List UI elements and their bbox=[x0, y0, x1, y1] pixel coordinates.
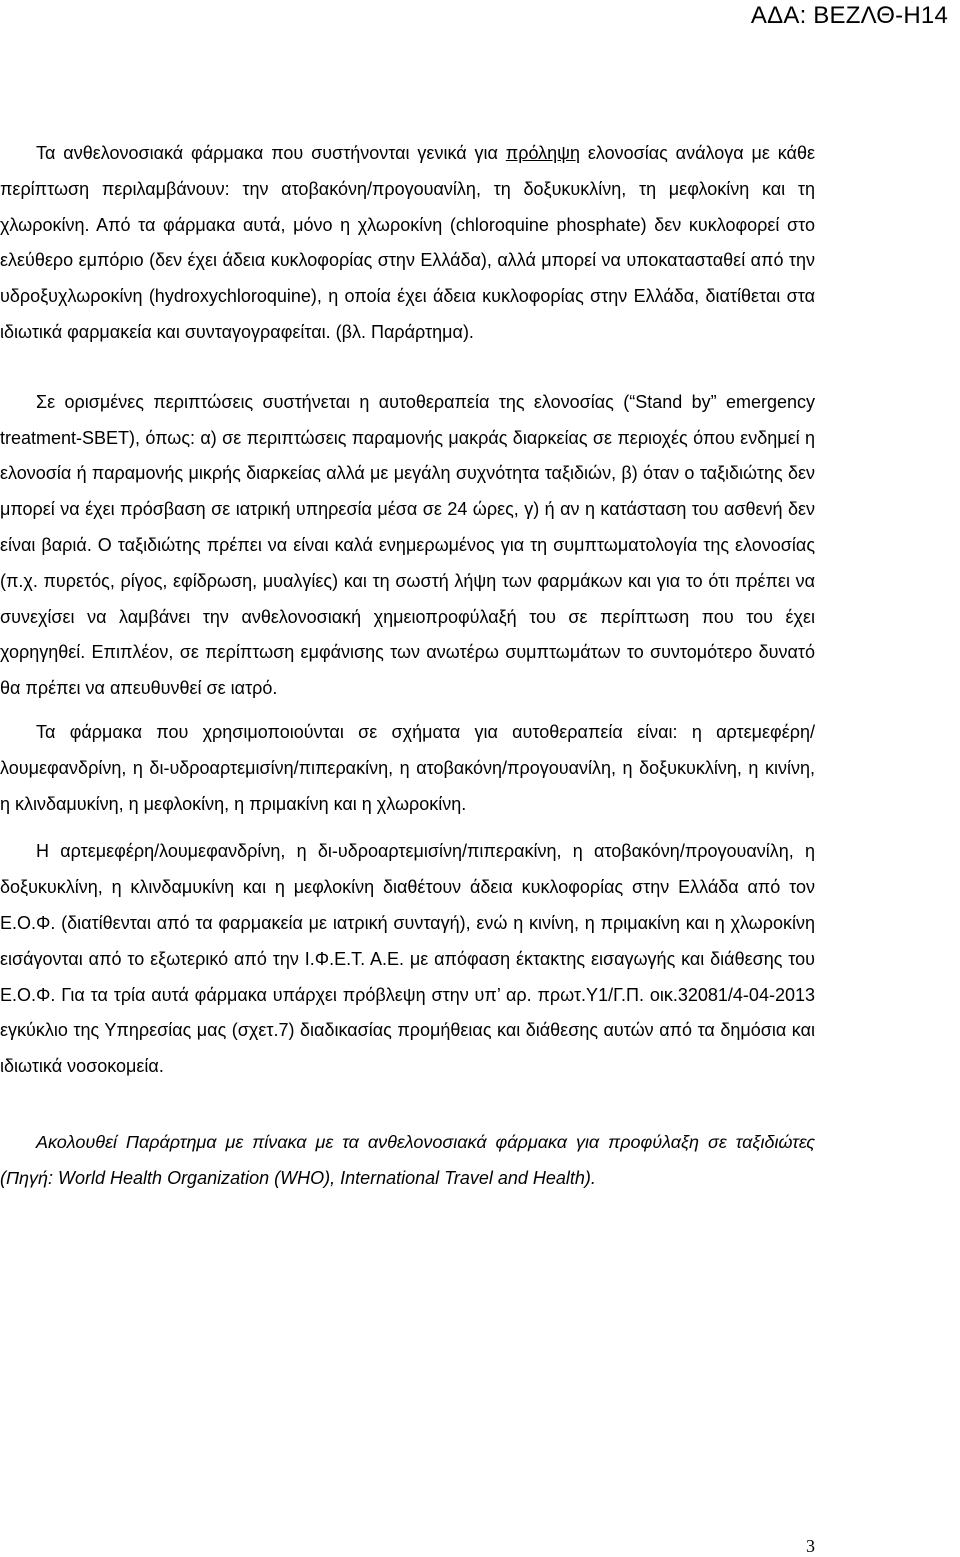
p1-text-before: Τα ανθελονοσιακά φάρμακα που συστήνονται γενικά για bbox=[36, 143, 506, 163]
page-number: 3 bbox=[806, 1536, 815, 1556]
paragraph-prophylaxis bbox=[0, 136, 815, 351]
document-body bbox=[0, 136, 815, 1197]
paragraph-self-treatment: Σε ορισμένες περιπτώσεις συστήνεται η αυτοθεραπεία της ελονοσίας (“Stand by” emergency treatment-SBET), όπως: α) σε περιπτώσεις παραμονής μακράς διαρκείας σε περιοχές όπου ενδημεί η ελονοσία ή παραμονής μικρής διαρκείας αλλά με μεγάλη συχνότητα ταξιδιών, β) όταν ο ταξιδιώτης δεν μπορεί να έχει πρόσβαση σε ιατρική υπηρεσία μέσα σε 24 ώρες, γ) ή αν η κατάσταση του ασθενή δεν είναι βαριά. Ο ταξιδιώτης πρέπει να είναι καλά ενημερωμένος για τη συμπτωματολογία της ελονοσίας (π.χ. πυρετός, ρίγος, εφίδρωση, μυαλγίες) και τη σωστή λήψη των φαρμάκων και για το ότι πρέπει να συνεχίσει να λαμβάνει την ανθελονοσιακή χημειοπροφύλαξή του σε περίπτωση που του έχει χορηγηθεί. Επιπλέον, σε περίπτωση εμφάνισης των ανωτέρω συμπτωμάτων το συντομότερο δυνατό θα πρέπει να απευθυνθεί σε ιατρό. bbox=[0, 391, 815, 699]
paragraph-annex-note: Ακολουθεί Παράρτημα με πίνακα με τα ανθελονοσιακά φάρμακα για προφύλαξη σε ταξιδιώτες (Πηγή: World Health Organization (WHO), International Travel and Health). bbox=[0, 1131, 815, 1188]
paragraph-self-treatment-drugs: Τα φάρμακα που χρησιμοποιούνται σε σχήματα για αυτοθεραπεία είναι: η αρτεμεφέρη/λουμεφανδρίνη, η δι-υδροαρτεμισίνη/πιπερακίνη, η ατοβακόνη/προγουανίλη, η δοξυκυκλίνη, η κινίνη, η κλινδαμυκίνη, η μεφλοκίνη, η πριμακίνη και η χλωροκίνη. bbox=[0, 721, 815, 814]
p1-underlined-term: πρόληψη bbox=[505, 143, 580, 163]
paragraph-drug-availability: Η αρτεμεφέρη/λουμεφανδρίνη, η δι-υδροαρτεμισίνη/πιπερακίνη, η ατοβακόνη/προγουανίλη, η δοξυκυκλίνη, η κλινδαμυκίνη και η μεφλοκίνη διαθέτουν άδεια κυκλοφορίας στην Ελλάδα από τον Ε.Ο.Φ. (διατίθενται από τα φαρμακεία με ιατρική συνταγή), ενώ η κινίνη, η πριμακίνη και η χλωροκίνη εισάγονται από το εξωτερικό από την Ι.Φ.Ε.Τ. Α.Ε. με απόφαση έκτακτης εισαγωγής και διάθεσης του Ε.Ο.Φ. Για τα τρία αυτά φάρμακα υπάρχει πρόβλεψη στην υπ’ αρ. πρωτ.Υ1/Γ.Π. οικ.32081/4-04-2013 εγκύκλιο της Υπηρεσίας μας (σχετ.7) διαδικασίας προμήθειας και διάθεσης αυτών από τα δημόσια και ιδιωτικά νοσοκομεία. bbox=[0, 841, 815, 1077]
p1-text-after: ελονοσίας ανάλογα με κάθε περίπτωση περιλαμβάνουν: την ατοβακόνη/προγουανίλη, τη δοξυκυκλίνη, τη μεφλοκίνη και τη χλωροκίνη. Από τα φάρμακα αυτά, μόνο η χλωροκίνη (chloroquine phosphate) δεν κυκλοφορεί στο ελεύθερο εμπόριο (δεν έχει άδεια κυκλοφορίας στην Ελλάδα), αλλά μπορεί να υποκατασταθεί από την υδροξυχλωροκίνη (hydroxychloroquine), η οποία έχει άδεια κυκλοφορίας στην Ελλάδα, διατίθεται στα ιδιωτικά φαρμακεία και συνταγογραφείται. (βλ. Παράρτημα). bbox=[0, 143, 815, 342]
ada-code: ΑΔΑ: ΒΕΖΛΘ-Η14 bbox=[750, 2, 948, 29]
